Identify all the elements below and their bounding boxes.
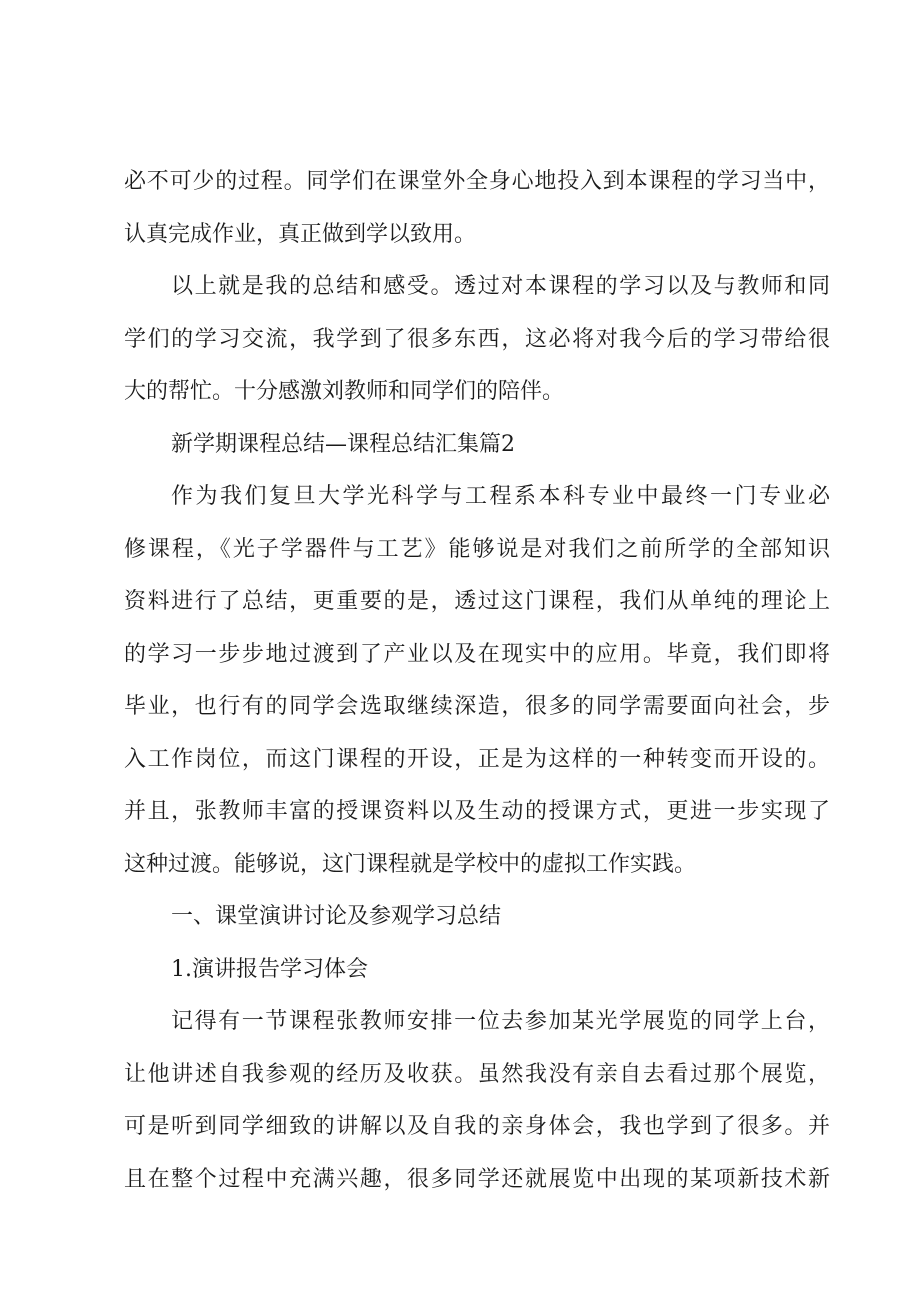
subsection-heading: 一、课堂演讲讨论及参观学习总结 — [171, 904, 502, 929]
body-line: 大的帮忙。十分感激刘教师和同学们的陪伴。 — [124, 379, 565, 404]
body-line: 学们的学习交流，我学到了很多东西，这必将对我今后的学习带给很 — [124, 326, 830, 352]
paragraph-first-line: 记得有一节课程张教师安排一位去参加某光学展览的同学上台， — [171, 1009, 830, 1034]
body-line: 并且，张教师丰富的授课资料以及生动的授课方式，更进一步实现了 — [124, 799, 830, 824]
body-line: 且在整个过程中充满兴趣，很多同学还就展览中出现的某项新技术新 — [124, 1166, 830, 1192]
document-body — [124, 156, 830, 1206]
body-line: 可是听到同学细致的讲解以及自我的亲身体会，我也学到了很多。并 — [124, 1114, 830, 1139]
body-line: 资料进行了总结，更重要的是，透过这门课程，我们从单纯的理论上 — [124, 589, 830, 614]
body-line: 修课程，《光子学器件与工艺》能够说是对我们之前所学的全部知识 — [124, 536, 830, 562]
body-line: 的学习一步步地过渡到了产业以及在现实中的应用。毕竟，我们即将 — [124, 641, 830, 667]
body-line: 必不可少的过程。同学们在课堂外全身心地投入到本课程的学习当中， — [124, 169, 830, 194]
body-line: 认真完成作业，真正做到学以致用。 — [124, 221, 477, 247]
body-line: 让他讲述自我参观的经历及收获。虽然我没有亲自去看过那个展览， — [124, 1061, 830, 1087]
body-line: 入工作岗位，而这门课程的开设，正是为这样的一种转变而开设的。 — [124, 746, 830, 772]
paragraph-first-line: 作为我们复旦大学光科学与工程系本科专业中最终一门专业必 — [171, 484, 830, 509]
paragraph-first-line: 以上就是我的总结和感受。透过对本课程的学习以及与教师和同 — [171, 274, 830, 299]
section-heading: 新学期课程总结—课程总结汇集篇2 — [171, 431, 515, 457]
subsection-heading: 1.演讲报告学习体会 — [171, 956, 368, 982]
body-line: 这种过渡。能够说，这门课程就是学校中的虚拟工作实践。 — [124, 851, 697, 877]
body-line: 毕业，也行有的同学会选取继续深造，很多的同学需要面向社会，步 — [124, 694, 830, 719]
